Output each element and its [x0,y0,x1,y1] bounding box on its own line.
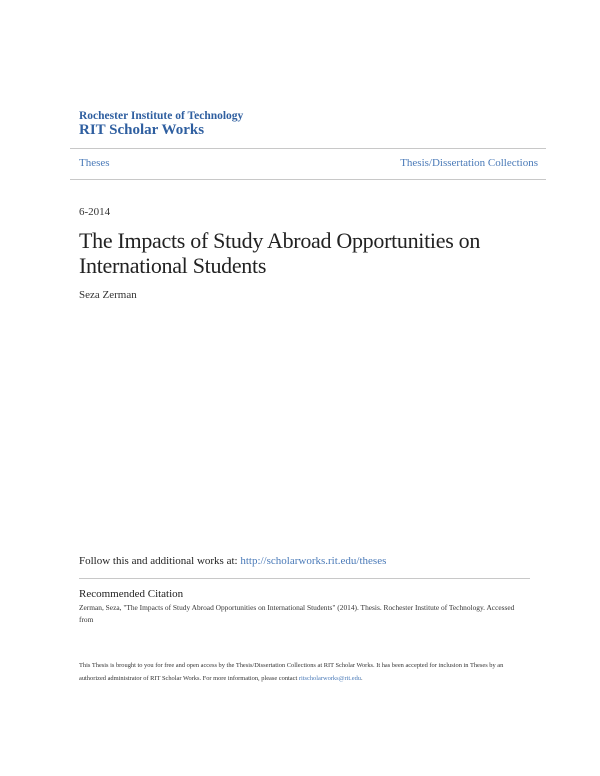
document-title: The Impacts of Study Abroad Opportunities on International Students [79,228,481,278]
access-notice-text: This Thesis is brought to you for free and open access by the Thesis/Dissertation Collections at RIT Scholar Works. It has been accepted for inclusion in Theses by an authorized administrator of RIT Scholar Works. For more information, please contact [79,662,504,682]
nav-divider [70,179,546,180]
citation-text: Zerman, Seza, "The Impacts of Study Abroad Opportunities on International Students" (2014). Thesis. Rochester Institute of Technology. Accessed from [79,603,515,624]
publication-date: 6-2014 [79,206,111,218]
recommended-citation-heading: Recommended Citation [79,588,184,600]
header-divider [70,148,546,149]
author-name: Seza Zerman [79,289,137,301]
institution-name: Rochester Institute of Technology [79,110,244,122]
theses-collection-link[interactable]: http://scholarworks.rit.edu/theses [240,555,387,567]
collections-link[interactable]: Thesis/Dissertation Collections [400,157,538,169]
follow-line [79,555,386,567]
access-notice-end: . [361,675,363,682]
access-notice [79,659,519,685]
theses-link[interactable]: Theses [79,157,110,169]
follow-text: Follow this and additional works at: [79,555,241,567]
contact-email-link[interactable]: ritscholarworks@rit.edu [298,675,362,682]
repository-name: RIT Scholar Works [79,122,205,138]
citation-divider [79,578,530,579]
